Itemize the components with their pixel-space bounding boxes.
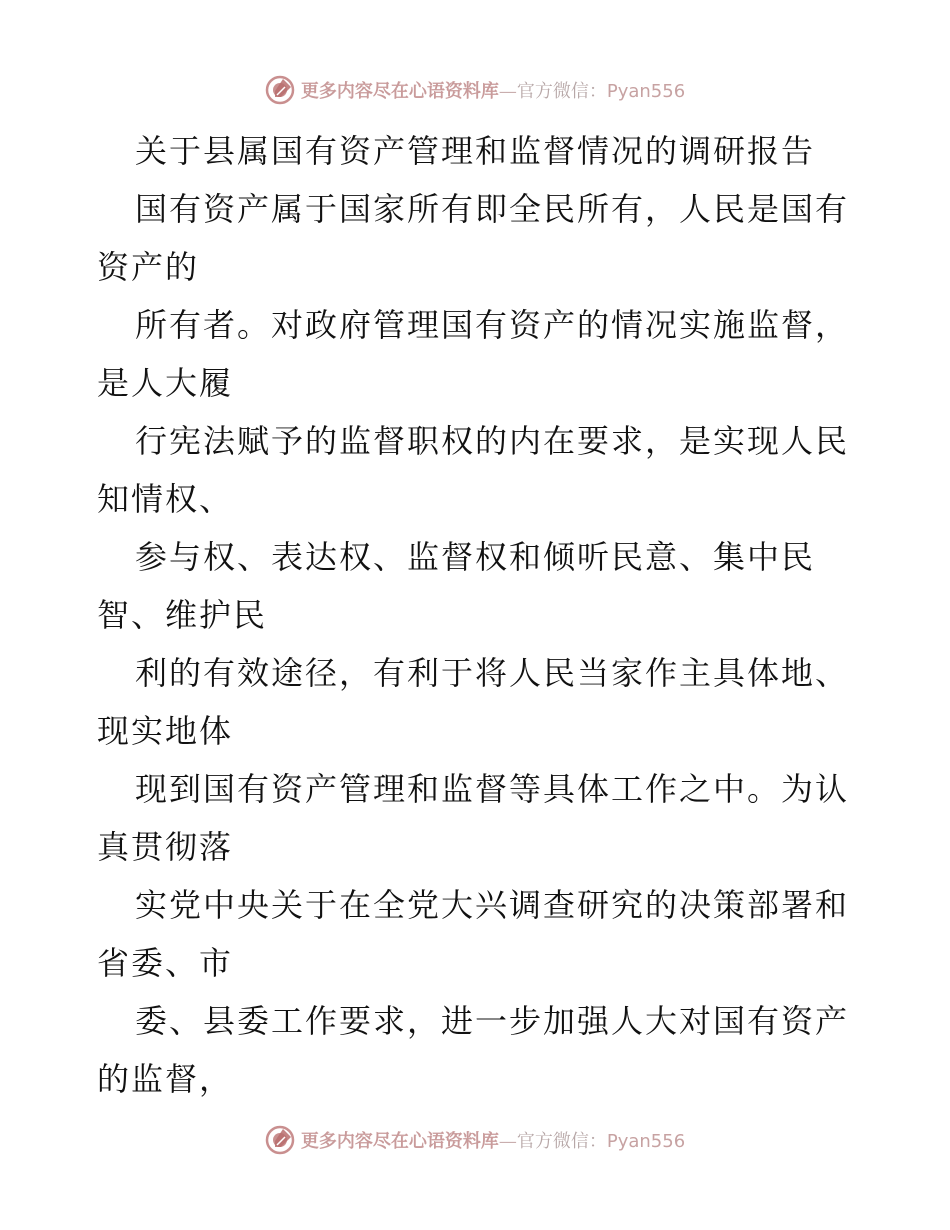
document-body: [97, 122, 857, 1108]
text-line: 真贯彻落: [97, 828, 234, 866]
text-line: 委、县委工作要求，进一步加强人大对国有资产: [135, 1002, 850, 1040]
text-line: 省委、市: [97, 944, 234, 982]
text-line: 利的有效途径，有利于将人民当家作主具体地、: [135, 654, 850, 692]
watermark-text: [301, 1127, 685, 1153]
text-line: 参与权、表达权、监督权和倾听民意、集中民: [135, 538, 816, 576]
text-line: 资产的: [97, 248, 200, 286]
text-line: 是人大履: [97, 364, 234, 402]
document-title: 关于县属国有资产管理和监督情况的调研报告: [135, 132, 816, 170]
watermark-text: [301, 77, 685, 103]
text-line: 所有者。对政府管理国有资产的情况实施监督，: [135, 306, 850, 344]
text-line: 行宪法赋予的监督职权的内在要求，是实现人民: [135, 422, 850, 460]
text-line: 现到国有资产管理和监督等具体工作之中。为认: [135, 770, 850, 808]
watermark-id: Pyan556: [606, 81, 686, 102]
pen-logo-icon: [265, 1125, 295, 1155]
text-line: 现实地体: [97, 712, 234, 750]
text-line: 智、维护民: [97, 596, 268, 634]
text-line: 的监督，: [97, 1060, 234, 1098]
watermark-header: [0, 70, 950, 110]
watermark-label: 官方微信：: [516, 1131, 607, 1152]
text-line: 国有资产属于国家所有即全民所有，人民是国有: [135, 190, 850, 228]
text-line: 实党中央关于在全党大兴调查研究的决策部署和: [135, 886, 850, 924]
watermark-id: Pyan556: [606, 1131, 686, 1152]
text-line: 知情权、: [97, 480, 234, 518]
pen-logo-icon: [265, 75, 295, 105]
watermark-separator: —: [498, 1131, 517, 1152]
watermark-main: 更多内容尽在心语资料库: [300, 1131, 499, 1152]
watermark-footer: [0, 1120, 950, 1160]
watermark-main: 更多内容尽在心语资料库: [300, 81, 499, 102]
watermark-label: 官方微信：: [516, 81, 607, 102]
watermark-separator: —: [498, 81, 517, 102]
